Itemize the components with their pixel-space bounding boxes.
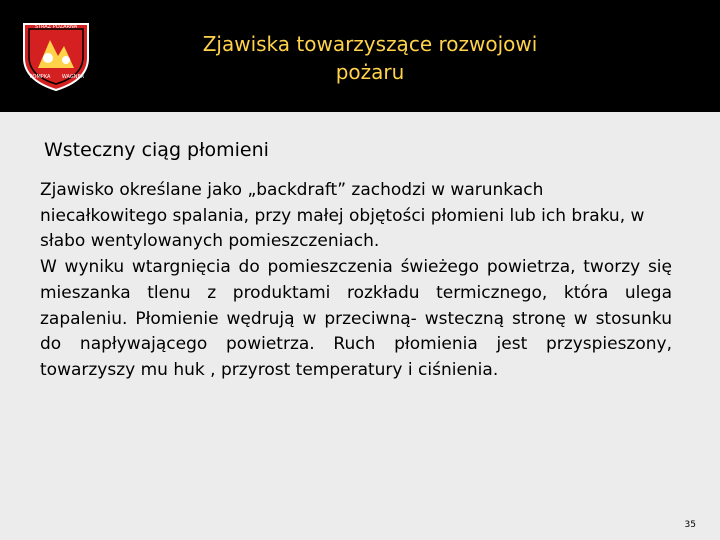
logo-text-left: POMPKA bbox=[29, 74, 51, 80]
logo-text-right: WAGNER bbox=[61, 74, 85, 80]
paragraph-2: W wyniku wtargnięcia do pomieszczenia świeżego powietrza, tworzy się mieszanka tlenu z produktami rozkładu termicznego, która ulega zapaleniu. Płomienie wędrują w przeciwną- wsteczną stronę w stosunku do napływającego powietrza. Ruch płomienia jest przyspieszony, towarzyszy mu huk , przyrost temperatury i ciśnienia. bbox=[40, 257, 672, 380]
fire-brigade-logo bbox=[18, 18, 94, 94]
slide-header bbox=[0, 0, 720, 112]
body-text bbox=[40, 178, 672, 384]
page-number: 35 bbox=[684, 520, 696, 530]
logo-text-top: STRAŻ POŻARNA bbox=[34, 24, 78, 30]
slide-title bbox=[120, 30, 620, 86]
slide-title-line2: pożaru bbox=[335, 60, 405, 84]
slide-title-line1: Zjawiska towarzyszące rozwojowi bbox=[202, 32, 538, 56]
paragraph-1: Zjawisko określane jako „backdraft” zachodzi w warunkach niecałkowitego spalania, przy małej objętości płomieni lub ich braku, w słabo wentylowanych pomieszczeniach. bbox=[40, 180, 645, 252]
section-subtitle: Wsteczny ciąg płomieni bbox=[44, 139, 269, 161]
